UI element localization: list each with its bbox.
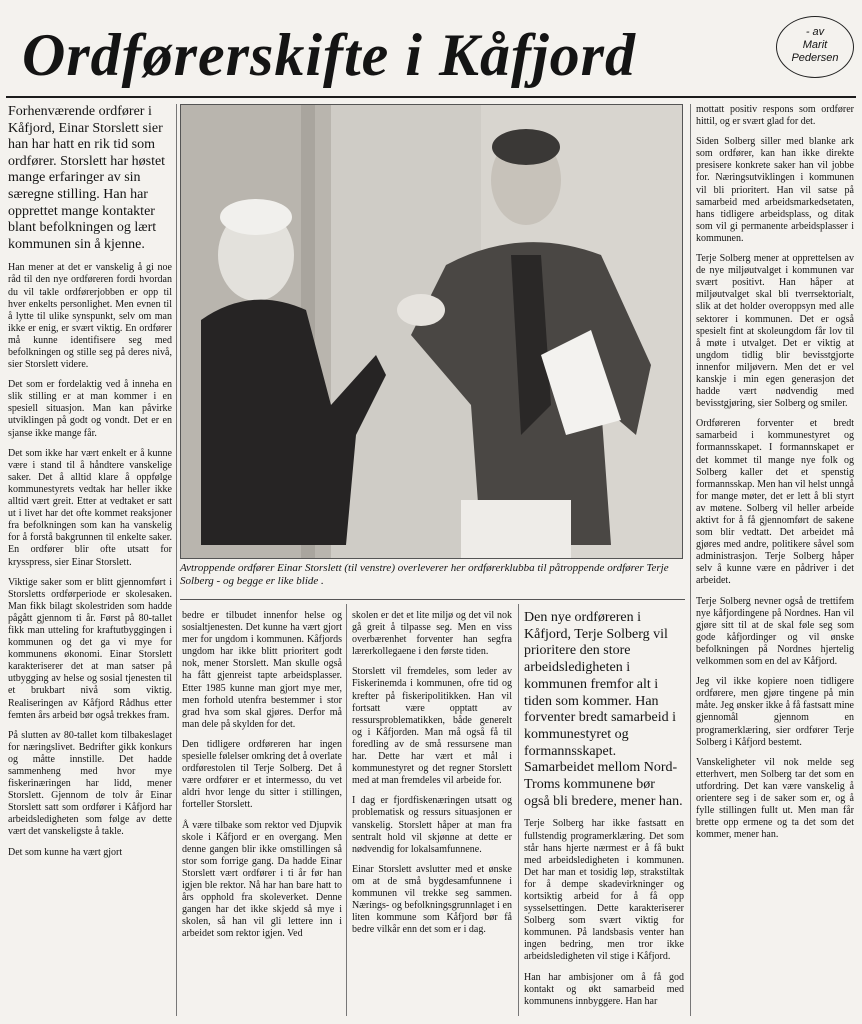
paragraph: På slutten av 80-tallet kom tilbakeslaget for næringslivet. Bedrifter gikk konkurs og måtte innstille. Det hadde sammenheng med hvor mye fiskerinæringen har lidd, mener Storslett. Gjennom de tolv år Einar Storslett satt som ordfører i Kåfjord har arbeidsledigheten som følge av dette vært det vanskeligste å takle. [8, 729, 172, 838]
paragraph: Han mener at det er vanskelig å gi noe råd til den nye ordføreren fordi hvordan du vil takle ordførerjobben er opp til hver enkelts personlighet. Men evnen til å lytte til ulike synspunkt, selv om man ikke er enig, er svært viktig. En ordfører må kunne identifisere seg med befolkningen og stille seg på deres nivå, sier Storslett videre. [8, 262, 172, 371]
photo-illustration [181, 105, 683, 559]
headline: Ordførerskifte i Kåfjord [22, 22, 636, 88]
byline-stamp [776, 16, 854, 78]
column-divider [690, 104, 691, 1016]
column-3 [352, 610, 512, 1020]
paragraph: Vanskeligheter vil nok melde seg etterhvert, men Solberg tar det som en utfordring. Det kan være vanskelig å orientere seg i de saker som er, og å fylle stillingen fullt ut. Men man får brette opp ermene og ta det som det kommer, mener han. [696, 756, 854, 841]
byline-prefix: - av [805, 26, 825, 38]
column-1 [8, 104, 172, 1020]
lead-paragraph: Den nye ordføreren i Kåfjord, Terje Solberg vil prioritere den store arbeidsledigheten i kommunen fremfor alt i tiden som kommer. Han forventer bredt samarbeid i kommunestyret og formannsskapet. Samarbeidet mellom Nord-Troms kommunene bør også bli bredere, mener han. [524, 610, 683, 809]
paragraph: bedre er tilbudet innenfor helse og sosialtjenesten. Det kunne ha vært gjort mer for ungdom i kommunen. Kåfjords ungdom har ikke blitt prioritert godt nok, mener Storslett. Man skulle også ha fått gjenreist tapte arbeidsplasser. Etter 1985 kunne man gjort mye mer, men forhold utenfra bestemmer i stor grad hva som skal gjøres. Derfor må man dele på skylden for det. [182, 610, 342, 730]
paragraph: Han har ambisjoner om å få god kontakt og økt samarbeid med kommunens innbyggere. Han har [524, 971, 684, 1007]
paragraph: Storslett vil fremdeles, som leder av Fiskerinemda i kommunen, ofre tid og krefter på fiskeripolitikken. Han vil fortsatt være opptatt av ressursproblematikken, både generelt og i Kåfjorden. Man må også få til foredling av de små ressursene man har. Dette har vært et mål i kommunestyret og det regner Storslett med at man fremdeles vil arbeide for. [352, 666, 512, 787]
paragraph: Ordføreren forventer et bredt samarbeid i kommunestyret og formannsskapet. I formannskapet er det kommet til mange nye folk og Solberg kaller det et spenstig formannsskap. Men han vil helst unngå for mange møter, det er lett å bli styrt av møtene. Solberg vil heller arbeide aktivt for å få gjennomført de sakene som blir vedtatt. Det arbeidet må gjøres med andre, politikere såvel som administrasjon. Terje Solberg håper selv å kunne være en pådriver i det arbeidet. [696, 418, 854, 587]
column-divider [518, 604, 519, 1016]
paragraph: mottatt positiv respons som ordfører hittil, og er svært glad for det. [696, 104, 854, 128]
paragraph: Den tidligere ordføreren har ingen spesielle følelser omkring det å overlate ordførestolen til Terje Solberg. Det å være ordfører er et intermesso, du vet aldri hvor lenge du sitter i stillingen, forteller Storslett. [182, 738, 342, 811]
paragraph: Terje Solberg mener at opprettelsen av de nye miljøutvalget i kommunen var svært positivt. Han håper at miljøutvalget skal bli tverrsektorialt, slik at det holder overoppsyn med alle sektorer i kommunen. Det er også spesielt fint at skoleungdom får lov til å møte i utvalget. Det er viktig at ungdom tidlig blir bevisstgjorte innenfor miljøvern. Men det er vel kanskje i min egen generasjon det hadde vært nødvendig med bevisstgjøring, sier Solberg og smiler. [696, 253, 854, 410]
paragraph: I dag er fjordfiskenæringen utsatt og problematisk og ressurs situasjonen er vanskelig. Storslett håper at man fra sentralt hold vil skjønne at dette er nødvendig for lokalsamfunnene. [352, 795, 512, 855]
column-1-lead [8, 104, 172, 253]
paragraph: Viktige saker som er blitt gjennomført i Storsletts ordførperiode er skolesaken. Man fikk bilagt skolestriden som hadde pågått gjennom ti år. Først på 80-tallet fikk man utteling for kraftutbyggingen i kommunen og det ga vi mye for kommunens økonomi. Einar Storslett karakteriserer det at man satser på utbygging av helse og sosial tjenesten til et brukbart nivå som viktig. Realiseringen av Kåfjord Rådhus etter femten års arbeid bør også trekkes fram. [8, 576, 172, 721]
news-photo [180, 104, 683, 559]
column-4 [524, 610, 684, 1020]
byline-last-name: Pedersen [791, 52, 839, 64]
paragraph: Terje Solberg har ikke fastsatt en fullstendig programerklæring. Det som står hans hjerte nærmest er å få bukt med arbeidsledigheten i kommunen. Det har man et tosidig løp, strakstiltak for å dempe skadevirkninger og kortsiktig arbeid for å få opp sysselsettingen. Dette karakteriserer Solberg som svært viktig for kommunen. På landsbasis venter han ingen bedring, men tror ikke arbeidsledigheten vil stige i Kåfjord. [524, 818, 684, 963]
paragraph: Det som ikke har vært enkelt er å kunne være i stand til å håndtere vanskelige saker. Det å alltid klare å oppfølge kommunestyrets vedtak har heller ikke alltid vært greit. Etter at vedtaket er satt ut i livet har det ofte kommet reaksjoner fra befolkningen som kan ha vanskelig for å forstå bakgrunnen til enkelte saker. En ordfører blir ofte utsatt for krysspress, sier Einar Storslett. [8, 447, 172, 568]
paragraph: Einar Storslett avslutter med et ønske om at de små bygdesamfunnene i kommunen vil trekke seg sammen. Nærings- og befolkningsgrunnlaget i en liten kommune som Kåfjord bør få bedre vilkår enn det som er i dag. [352, 863, 512, 936]
paragraph: Jeg vil ikke kopiere noen tidligere ordførere, men gjøre tingene på min måte. Jeg ønsker ikke å få fastsatt mine gjennomål gjennom en programerklæring, sier ordfører Terje Solberg i Kåfjord bestemt. [696, 676, 854, 748]
column-2 [182, 610, 342, 1020]
paragraph: Det som er fordelaktig ved å inneha en slik stilling er at man kommer i en spesiell situasjon. Man kan påvirke utviklingen på godt og vondt. Det er en sjanse ikke mange får. [8, 379, 172, 439]
caption-rule [180, 599, 685, 600]
byline-first-name: Marit [802, 39, 828, 51]
photo-caption: Avtroppende ordfører Einar Storslett (til venstre) overleverer her ordførerklubba til påtroppende ordfører Terje Solberg - og begge er like blide . [180, 562, 669, 587]
paragraph: Terje Solberg nevner også de trettifem nye kåfjordingene på Nordnes. Han vil gjøre sitt til at de skal føle seg som gode kåfjordinger og vil ønske befolkningen på Nordnes hjertelig velkommen som en del av Kåfjord. [696, 595, 854, 668]
column-divider [176, 104, 177, 1016]
paragraph: Det som kunne ha vært gjort [8, 846, 123, 858]
top-rule [6, 96, 856, 98]
paragraph: skolen er det et lite miljø og det vil nok gå greit å tilpasse seg. Men en viss overbærenhet forventer han segfra lærerkollegaene i den første tiden. [352, 610, 512, 658]
paragraph: Siden Solberg siller med blanke ark som ordfører, kan han ikke direkte presisere konkrete saker han vil jobbe for. Næringsutviklingen i kommunen vil bli prioritert. Han vil satse på samarbeid med arbeidsmarkedsetaten, hans tidligere arbeidsplass, og ditak som vil gi permanente arbeidsplasser i kommunen. [696, 136, 854, 244]
column-5 [696, 104, 854, 1020]
lead-paragraph: Forhenværende ordfører i Kåfjord, Einar Storslett sier han har hatt en rik tid som ordfører. Storslett har høstet mange erfaringer av sin særegne stilling. Han har opprettet mange kontakter blant befolkningen og lært kommunen sin å kjenne. [8, 104, 166, 252]
column-divider [346, 604, 347, 1016]
paragraph: Å være tilbake som rektor ved Djupvik skole i Kåfjord er en overgang. Men denne gangen blir ikke omstillingen så stor som forrige gang. Da hadde Einar Storslett vært ordfører i ti år før han igjen ble rektor. Nå har han bare hatt to års opphold fra skoleverket. Denne gangen har det ikke skjedd så mye i skolen, så han vil gli lettere inn i arbeidet som rektor igjen. Ved [182, 819, 342, 940]
